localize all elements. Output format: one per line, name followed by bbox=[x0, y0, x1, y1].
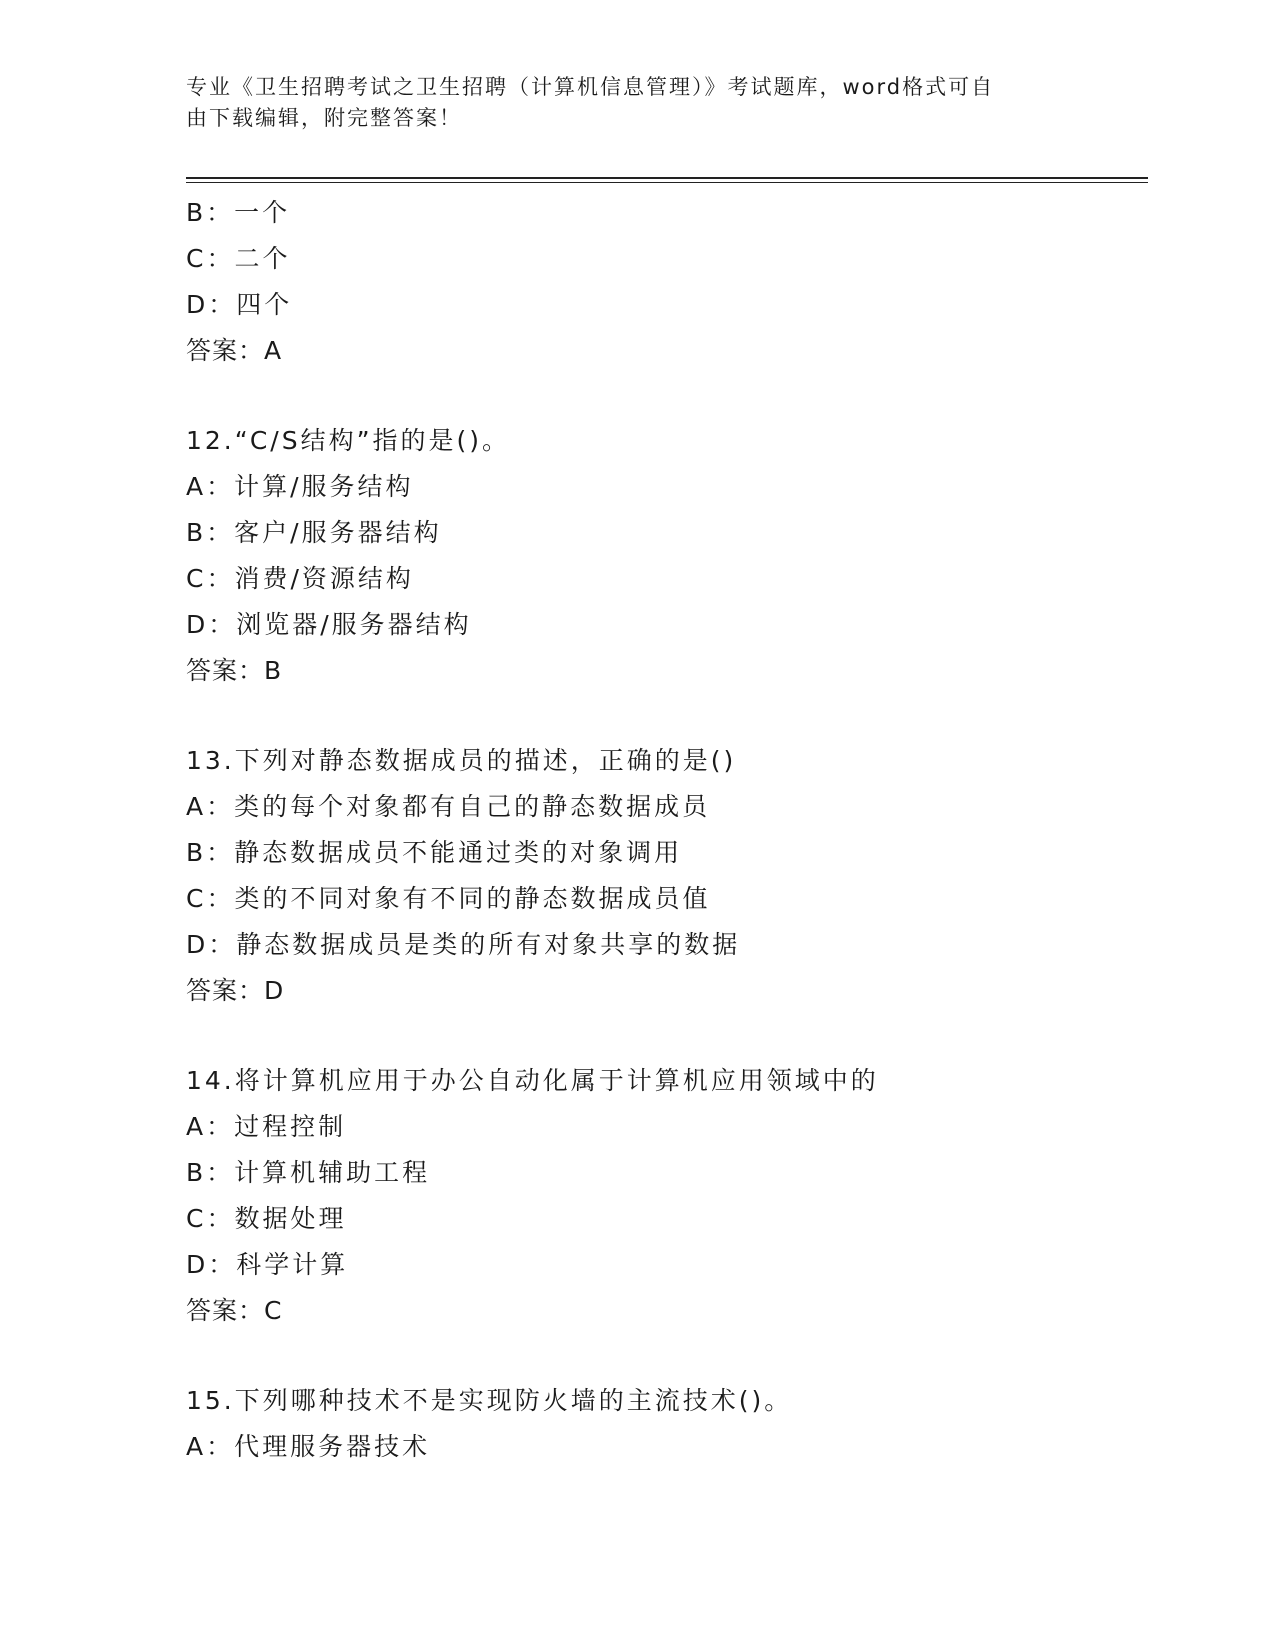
option-d: D：静态数据成员是类的所有对象共享的数据 bbox=[186, 930, 741, 959]
question-stem: 15.下列哪种技术不是实现防火墙的主流技术()。 bbox=[186, 1386, 793, 1415]
option-b: B：计算机辅助工程 bbox=[186, 1158, 431, 1187]
answer-line: 答案：D bbox=[186, 976, 285, 1005]
question-stem: 13.下列对静态数据成员的描述，正确的是() bbox=[186, 746, 737, 775]
answer-line: 答案：C bbox=[186, 1296, 283, 1325]
option-c: C：二个 bbox=[186, 244, 291, 273]
header-line-2: 由下载编辑，附完整答案！ bbox=[186, 106, 462, 130]
question-stem: 14.将计算机应用于办公自动化属于计算机应用领域中的 bbox=[186, 1066, 879, 1095]
document-header bbox=[186, 72, 1066, 134]
question-stem: 12.“C/S结构”指的是()。 bbox=[186, 426, 511, 455]
option-b: B：客户/服务器结构 bbox=[186, 518, 442, 547]
option-c: C：消费/资源结构 bbox=[186, 564, 414, 593]
question-12 bbox=[186, 418, 1146, 694]
header-rule-thin bbox=[186, 182, 1148, 183]
option-a: A：过程控制 bbox=[186, 1112, 347, 1141]
question-14 bbox=[186, 1058, 1146, 1334]
question-11-continued bbox=[186, 190, 1146, 374]
header-line-1: 专业《卫生招聘考试之卫生招聘（计算机信息管理）》考试题库，word格式可自 bbox=[186, 75, 995, 99]
question-15 bbox=[186, 1378, 1146, 1470]
option-a: A：类的每个对象都有自己的静态数据成员 bbox=[186, 792, 711, 821]
answer-line: 答案：A bbox=[186, 336, 283, 365]
option-a: A：计算/服务结构 bbox=[186, 472, 414, 501]
option-c: C：数据处理 bbox=[186, 1204, 347, 1233]
option-d: D：科学计算 bbox=[186, 1250, 349, 1279]
option-a: A：代理服务器技术 bbox=[186, 1432, 431, 1461]
answer-line: 答案：B bbox=[186, 656, 283, 685]
option-d: D：四个 bbox=[186, 290, 293, 319]
header-rule-thick bbox=[186, 177, 1148, 179]
option-d: D：浏览器/服务器结构 bbox=[186, 610, 472, 639]
question-list bbox=[186, 190, 1146, 1470]
option-b: B：一个 bbox=[186, 198, 291, 227]
option-c: C：类的不同对象有不同的静态数据成员值 bbox=[186, 884, 711, 913]
option-b: B：静态数据成员不能通过类的对象调用 bbox=[186, 838, 683, 867]
question-13 bbox=[186, 738, 1146, 1014]
